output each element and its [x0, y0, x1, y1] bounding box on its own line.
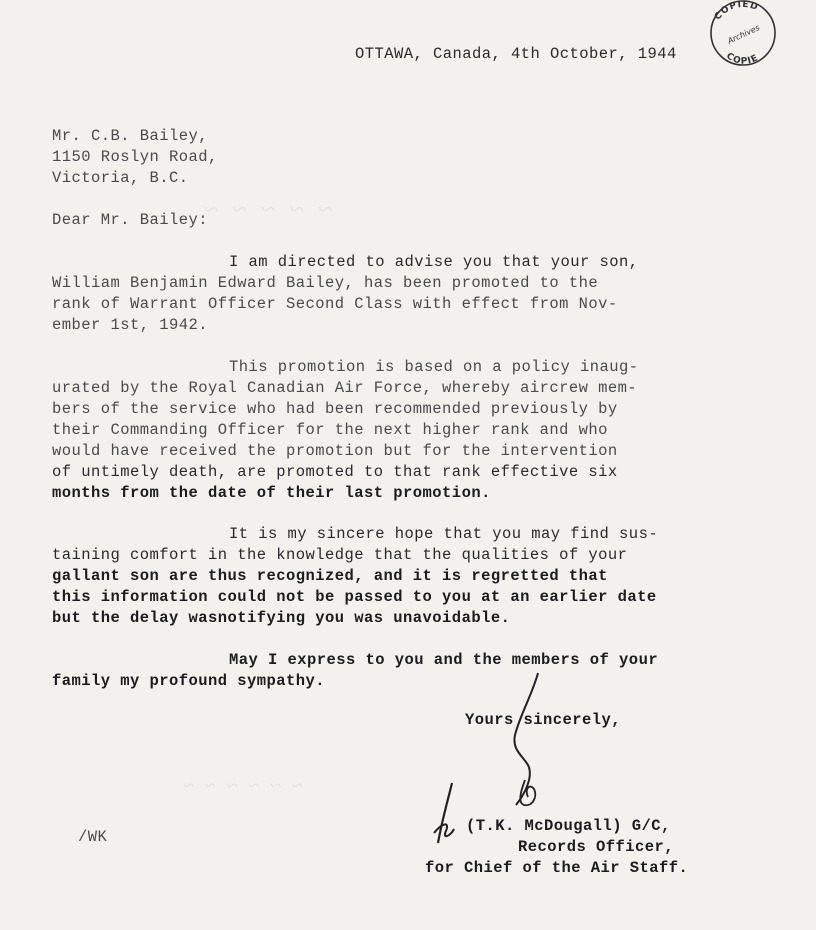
dateline: OTTAWA, Canada, 4th October, 1944 — [355, 45, 677, 63]
stamp-middle-text: Archives — [726, 23, 762, 46]
signature-department: for Chief of the Air Staff. — [425, 859, 689, 877]
salutation: Dear Mr. Bailey: — [52, 211, 209, 229]
archives-stamp — [700, 0, 786, 66]
paragraph3-line: gallant son are thus recognized, and it is regretted that — [52, 567, 608, 585]
closing: Yours sincerely, — [465, 711, 622, 729]
paragraph1-line: rank of Warrant Officer Second Class with effect from Nov- — [52, 295, 618, 313]
paragraph2-line: their Commanding Officer for the next higher rank and who — [52, 421, 608, 439]
paragraph2-line: This promotion is based on a policy inaug- — [229, 358, 639, 376]
typist-initials: /WK — [78, 828, 108, 846]
paragraph1-line: ember 1st, 1942. — [52, 316, 209, 334]
recipient-city: Victoria, B.C. — [52, 169, 189, 187]
stamp-top-text: COPIED — [712, 0, 760, 23]
signature-title: Records Officer, — [518, 838, 675, 856]
bleed-through-text-lower: ~ ~ ~ ~ ~ ~ — [180, 775, 303, 797]
paragraph1-line: I am directed to advise you that your son, — [229, 253, 639, 271]
paragraph4-line: family my profound sympathy. — [52, 672, 326, 690]
paragraph2-line: would have received the promotion but for the intervention — [52, 442, 618, 460]
svg-text:COPIE — [724, 51, 760, 66]
paragraph2-line: bers of the service who had been recommended previously by — [52, 400, 618, 418]
paragraph2-line: urated by the Royal Canadian Air Force, whereby aircrew mem- — [52, 379, 638, 397]
paragraph2-line: months from the date of their last promotion. — [52, 484, 491, 502]
bleed-through-text: ~ ~ ~ ~ ~ — [200, 195, 333, 224]
paragraph3-line: taining comfort in the knowledge that the qualities of your — [52, 546, 628, 564]
paragraph3-line: It is my sincere hope that you may find sus- — [229, 525, 659, 543]
paragraph1-line: William Benjamin Edward Bailey, has been promoted to the — [52, 274, 599, 292]
paragraph3-line: this information could not be passed to you at an earlier date — [52, 588, 657, 606]
paragraph2-line: of untimely death, are promoted to that rank effective six — [52, 463, 618, 481]
paragraph4-line: May I express to you and the members of your — [229, 651, 659, 669]
paragraph3-line: but the delay wasnotifying you was unavoidable. — [52, 609, 511, 627]
recipient-name: Mr. C.B. Bailey, — [52, 127, 209, 145]
recipient-street: 1150 Roslyn Road, — [52, 148, 218, 166]
stamp-bottom-text: COPIE — [724, 51, 761, 66]
signature-name: (T.K. McDougall) G/C, — [466, 817, 671, 835]
